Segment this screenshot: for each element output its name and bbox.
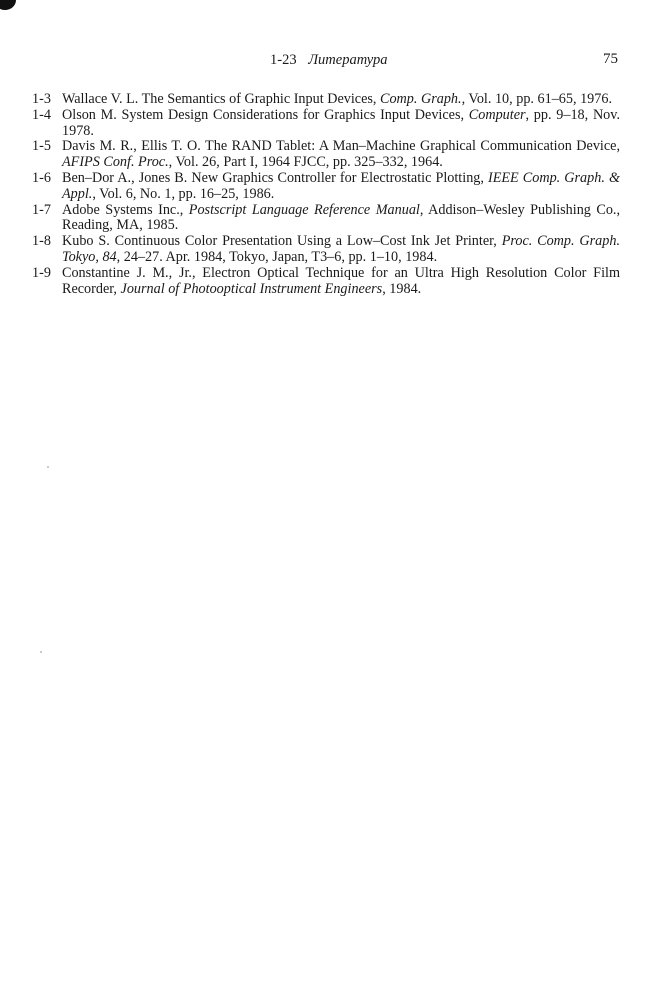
reference-text-part: , 24–27. Apr. 1984, Tokyo, Japan, T3–6, pp. 1–10, 1984. [116, 248, 438, 265]
reference-item [32, 139, 620, 171]
reference-number: 1-4 [32, 106, 51, 123]
reference-text-part: , Vol. 10, pp. 61–65, 1976. [461, 91, 613, 107]
reference-number: 1-3 [32, 91, 51, 107]
scan-speck [40, 651, 42, 653]
reference-text [62, 107, 620, 139]
reference-text-part: , Vol. 26, Part I, 1964 FJCC, pp. 325–332, 1964. [168, 154, 443, 171]
scan-corner-mark [0, 0, 16, 10]
reference-source-italic: Journal of Photooptical Instrument Engineers [120, 280, 383, 297]
reference-text [62, 202, 620, 234]
reference-source-italic: Proc. Comp. Graph. Tokyo, 84 [62, 233, 621, 265]
reference-item [32, 203, 620, 235]
reference-source-italic: Computer [468, 106, 526, 123]
reference-text-part: Ben–Dor A., Jones B. New Graphics Controller for Electrostatic Plotting, [62, 169, 488, 186]
reference-text-part: Constantine J. M., Jr., Electron Optical Technique for an Ultra High Resolution Color Film Recorder, [62, 264, 620, 297]
reference-number: 1-7 [32, 201, 51, 218]
reference-text-part: , pp. 9–18, Nov. 1978. [62, 106, 620, 139]
reference-text-part: , 1984. [382, 280, 422, 297]
reference-item [32, 92, 620, 108]
reference-text-part: Olson M. System Design Considerations for Graphics Input Devices, [62, 106, 469, 123]
reference-text [62, 91, 612, 107]
reference-text-part: Adobe Systems Inc., [62, 201, 189, 218]
reference-text-part: , Vol. 6, No. 1, pp. 16–25, 1986. [92, 185, 275, 202]
running-head [270, 52, 388, 69]
section-number: 1-23 [270, 52, 297, 68]
reference-item [32, 108, 620, 140]
reference-number: 1-5 [32, 138, 51, 155]
reference-number: 1-6 [32, 169, 51, 186]
page-number: 75 [603, 51, 618, 67]
reference-item [32, 234, 620, 266]
reference-item [32, 171, 620, 203]
reference-source-italic: IEEE Comp. Graph. & Appl. [62, 169, 620, 202]
section-title: Литература [308, 52, 388, 68]
reference-source-italic: AFIPS Conf. Proc. [62, 154, 169, 171]
reference-list [32, 92, 620, 297]
reference-number: 1-8 [32, 233, 51, 250]
reference-text [62, 233, 620, 265]
reference-text-part: Wallace V. L. The Semantics of Graphic Input Devices, [62, 91, 380, 107]
reference-item [32, 266, 620, 298]
scan-speck [47, 466, 49, 468]
reference-text [62, 265, 620, 297]
reference-text-part: Kubo S. Continuous Color Presentation Using a Low–Cost Ink Jet Printer, [62, 233, 502, 250]
reference-text [62, 170, 620, 202]
reference-source-italic: Comp. Graph. [379, 91, 462, 107]
reference-source-italic: Postscript Language Reference Manual [188, 201, 420, 218]
reference-number: 1-9 [32, 264, 51, 281]
reference-text-part: Davis M. R., Ellis T. O. The RAND Tablet: A Man–Machine Graphical Communication Device, [62, 138, 620, 155]
reference-text-part: , Addison–Wesley Publishing Co., Reading, MA, 1985. [62, 201, 621, 234]
reference-text [62, 138, 620, 170]
